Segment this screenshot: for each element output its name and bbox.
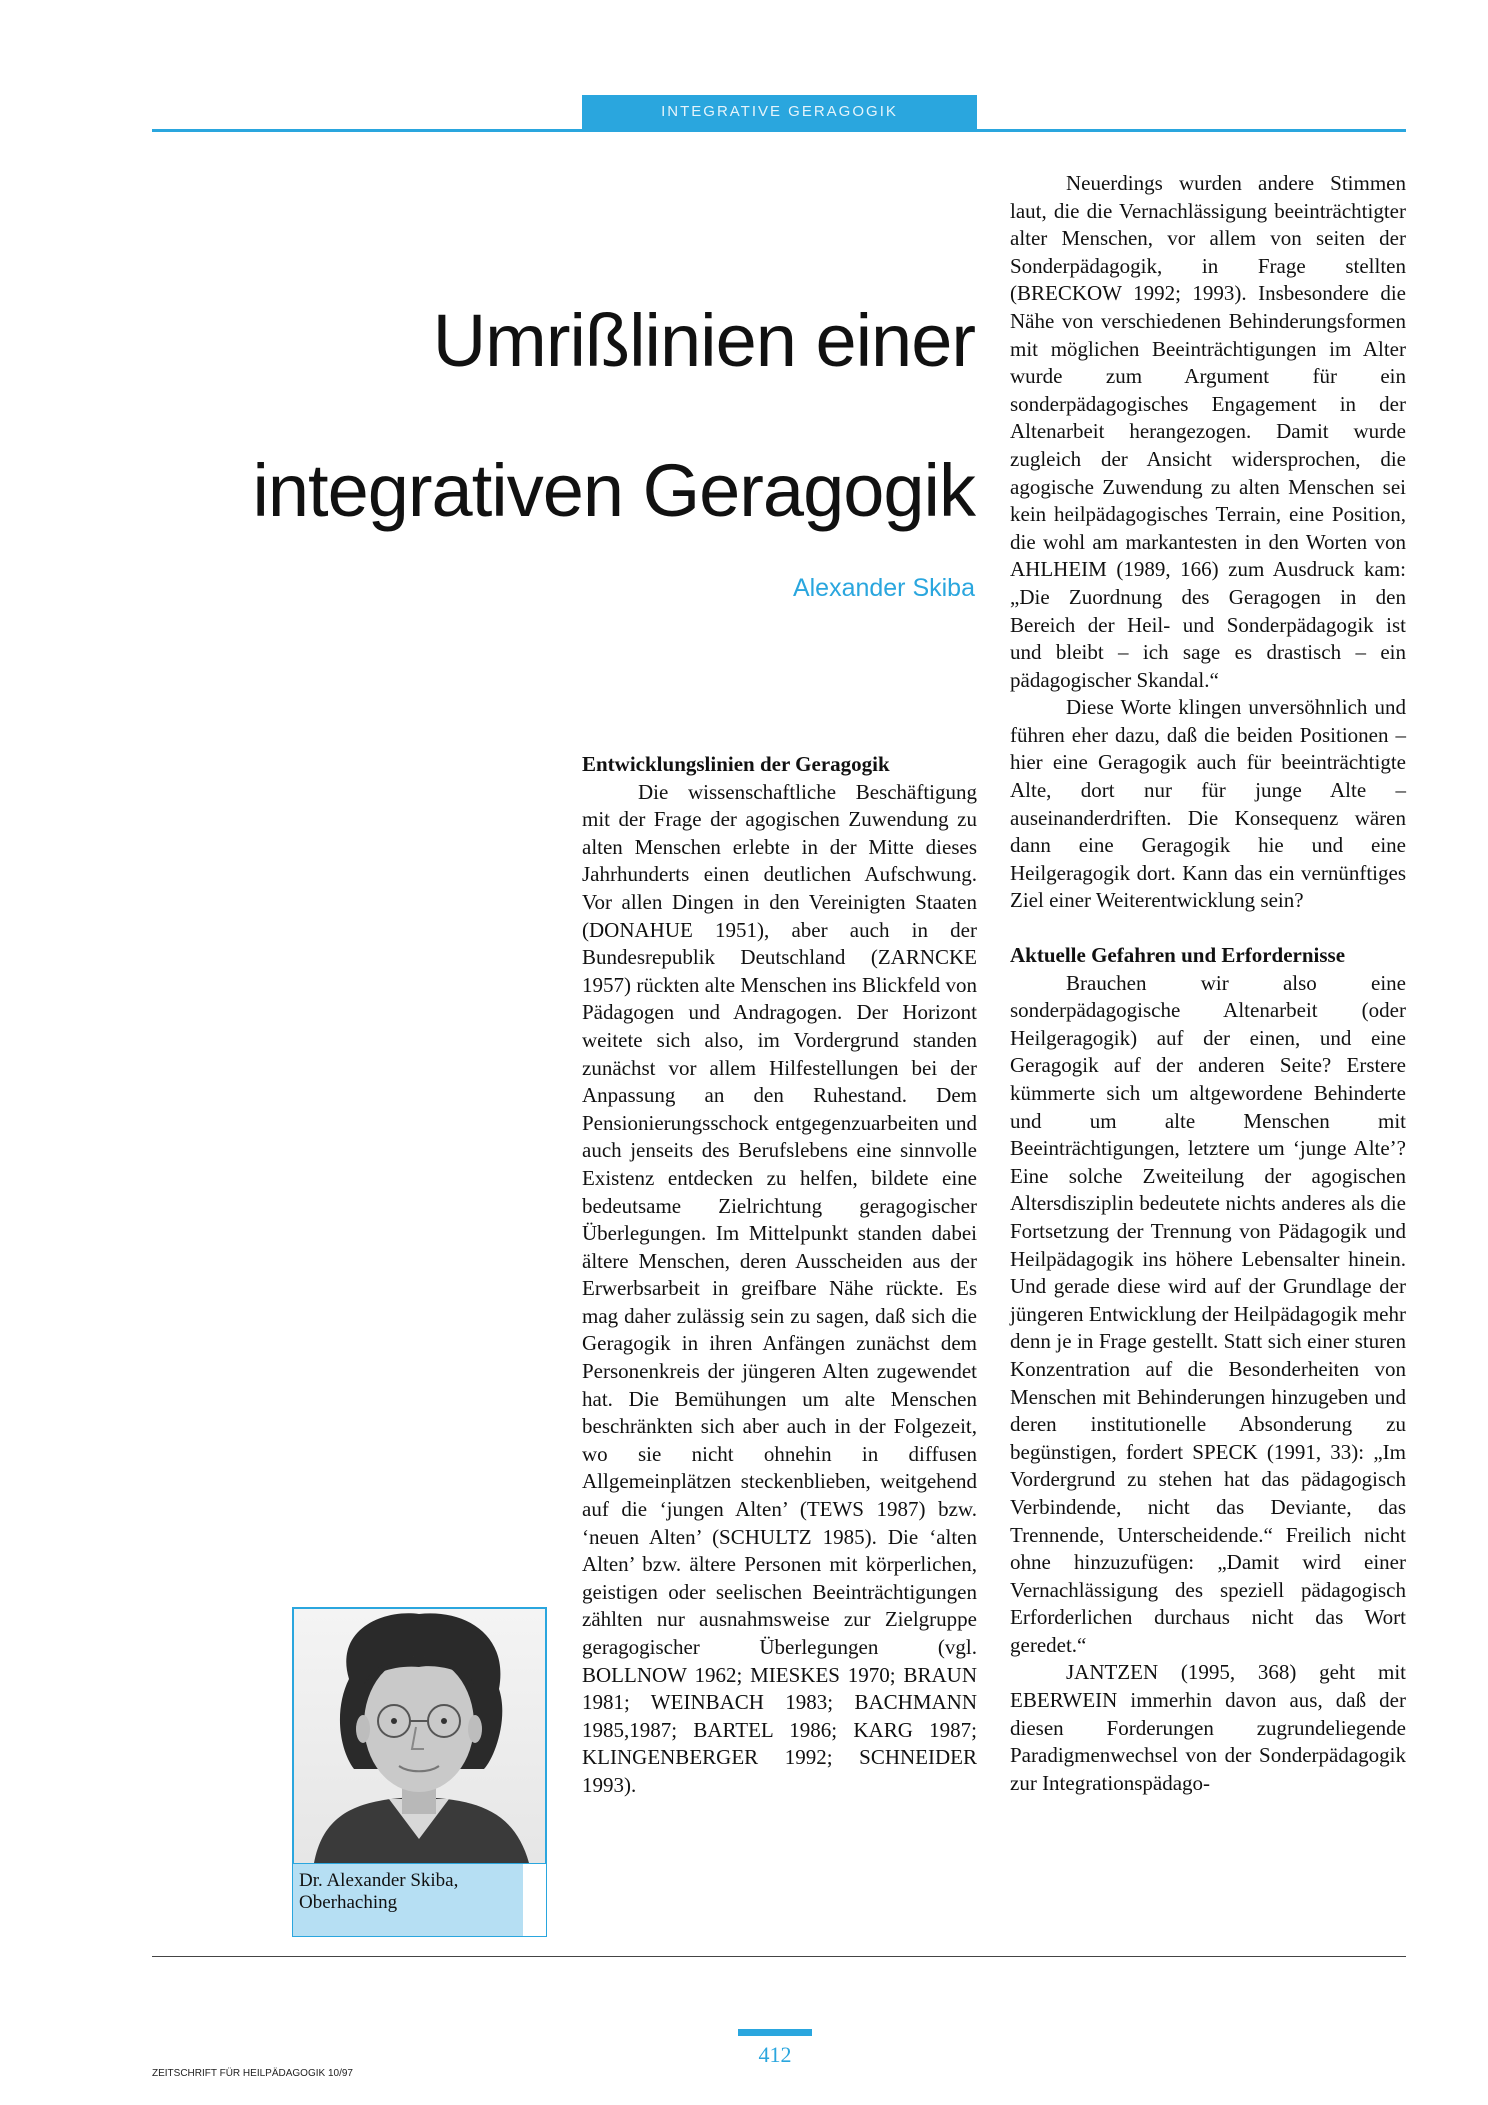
section-header: INTEGRATIVE GERAGOGIK (582, 95, 977, 129)
author-photo-box (292, 1607, 547, 1937)
body-paragraph: Brauchen wir also eine sonderpädagogische Altenarbeit (oder Heilgeragogik) auf der einen, und eine Geragogik auf der anderen Seite? Erstere kümmerte sich um altgewordene Behinderte und um alte Menschen mit Beeinträchtigungen, letztere um ‘junge Alte’? Eine solche Zweiteilung der agogischen Altersdisziplin bedeutete nichts anderes als die Fortsetzung der Trennung von Pädagogik und Heilpädagogik ins höhere Lebensalter hinein. Und gerade diese wird auf der Grundlage der jüngeren Entwicklung der Heilpädagogik mehr denn je in Frage gestellt. Statt sich einer sturen Konzentration auf die Besonderheiten von Menschen mit Behinderungen hinzugeben und deren institutionelle Absonderung zu begünstigen, fordert SPECK (1991, 33): „Im Vordergrund zu stehen hat das pädagogisch Verbindende, nicht das Deviante, das Trennende, Unterscheidende.“ Freilich nicht ohne hinzuzufügen: „Damit wird einer Vernachlässigung des speziell pädagogisch Erforderlichen durchaus nicht das Wort geredet.“ (1010, 970, 1406, 1657)
header-rule (152, 129, 1406, 132)
page-number-bar (738, 2029, 812, 2036)
article-author: Alexander Skiba (792, 574, 975, 602)
body-paragraph: Die wissenschaftliche Beschäftigung mit der Frage der agogischen Zuwendung zu alten Menschen erlebte in der Mitte dieses Jahrhunderts einen deutlichen Aufschwung. Vor allen Dingen in den Vereinigten Staaten (DONAHUE 1951), aber auch in der Bundesrepublik Deutschland (ZARNCKE 1957) rückten alte Menschen ins Blickfeld von Pädagogen und Andragogen. Der Horizont weitete sich also, im Vordergrund standen zunächst vor allem Hilfestellungen bei der Anpassung an den Ruhestand. Dem Pensionierungsschock entgegenzuarbeiten und auch jenseits des Berufslebens eine sinnvolle Existenz entdecken zu helfen, bildete eine bedeutsame Zielrichtung geragogischer Überlegungen. Im Mittelpunkt standen dabei ältere Menschen, deren Ausscheiden aus der Erwerbsarbeit in greifbare Nähe rückte. Es mag daher zulässig sein zu sagen, daß sich die Geragogik in ihren Anfängen zunächst dem Personenkreis der jüngeren Alten zugewendet hat. Die Bemühungen um alte Menschen beschränkten sich aber auch in der Folgezeit, wo sie nicht ohnehin in diffusen Allgemeinplätzen steckenblieben, weitgehend auf die ‘jungen Alten’ (TEWS 1987) bzw. ‘neuen Alten’ (SCHULTZ 1985). Die ‘alten Alten’ bzw. ältere Personen mit körperlichen, geistigen oder seelischen Beeinträchtigungen zählten nur ausnahmsweise zur Zielgruppe geragogischer Überlegungen (vgl. BOLLNOW 1962; MIESKES 1970; BRAUN 1981; WEINBACH 1983; BACHMANN 1985,1987; BARTEL 1986; KARG 1987; KLINGENBERGER 1992; SCHNEIDER 1993). (582, 779, 977, 1797)
page-number: 412 (758, 2042, 792, 2067)
caption-name: Dr. Alexander Skiba, (299, 1870, 459, 1891)
body-paragraph: Diese Worte klingen unversöhnlich und führen eher dazu, daß die beiden Positionen – hier eine Geragogik auch für beeinträchtigte Alte, dort nur für junge Alte – auseinanderdriften. Die Konsequenz wären dann eine Geragogik hie und eine Heilgeragogik dort. Kann das ein vernünftiges Ziel einer Weiterentwicklung sein? (1010, 695, 1406, 913)
body-paragraph: Neuerdings wurden andere Stimmen laut, die die Vernachlässigung beeinträchtigter alter Menschen, vor allem von seiten der Sonderpädagogik, in Frage stellten (BRECKOW 1992; 1993). Insbesondere die Nähe von verschiedenen Behinderungsformen mit möglichen Beeinträchtigungen im Alter wurde zum Argument für ein sonderpädagogisches Engagement in der Altenarbeit herangezogen. Damit wurde zugleich der Ansicht widersprochen, die agogische Zuwendung zu alten Menschen sei kein heilpädagogisches Terrain, eine Position, die wohl am markantesten in den Worten von AHLHEIM (1989, 166) zum Ausdruck kam: „Die Zuordnung des Geragogen in den Bereich der Heil- und Sonderpädagogik ist und bleibt – ich sage es drastisch – ein pädagogischer Skandal.“ (1010, 171, 1406, 692)
author-portrait (294, 1609, 545, 1863)
section-heading: Aktuelle Gefahren und Erfordernisse (1010, 943, 1346, 968)
middle-column (582, 751, 977, 1800)
section-heading: Entwicklungslinien der Geragogik (582, 752, 890, 776)
body-paragraph: JANTZEN (1995, 368) geht mit EBERWEIN immerhin davon aus, daß der diesen Forderungen zugrundeliegende Paradigmenwechsel von der Sonderpädagogik zur Integrationspädago- (1010, 1660, 1406, 1795)
footer-rule (152, 1956, 1406, 1957)
photo-caption (293, 1864, 523, 1914)
right-column (1010, 170, 1406, 1797)
journal-reference: ZEITSCHRIFT FÜR HEILPÄDAGOGIK 10/97 (152, 2068, 353, 2079)
article-title-line2: integrativen Geragogik (252, 449, 975, 532)
article-title-line1: Umrißlinien einer (432, 299, 975, 382)
caption-place: Oberhaching (299, 1892, 398, 1913)
